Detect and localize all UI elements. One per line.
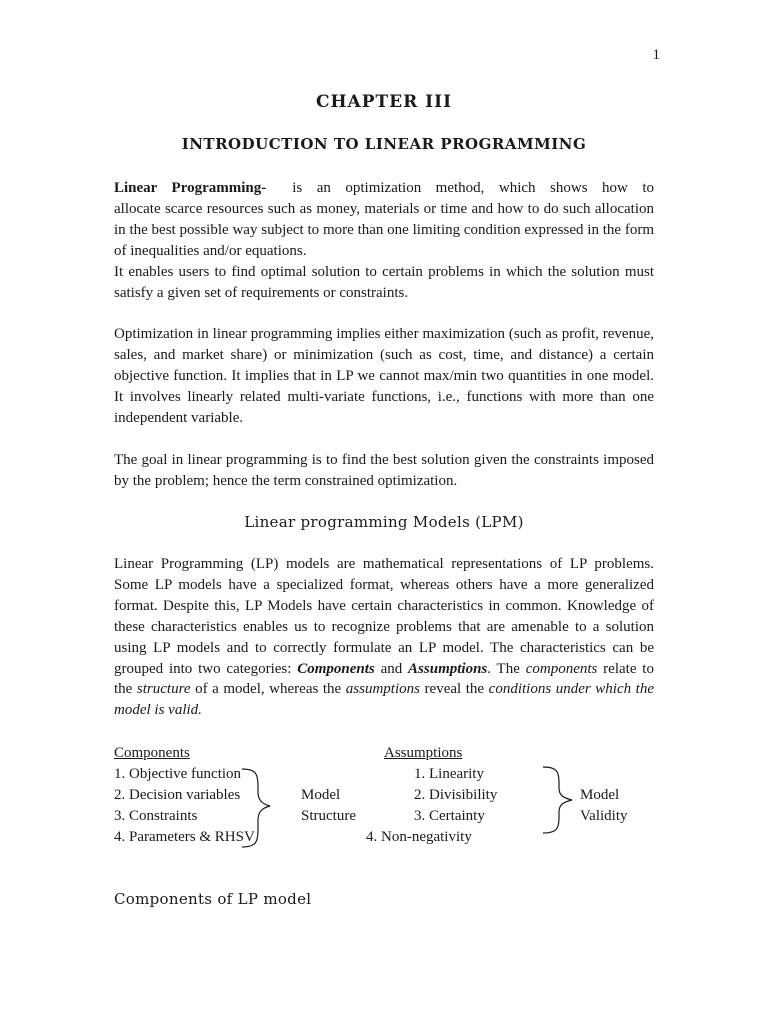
lp-definition-rest: allocate scarce resources such as money, materials or time and how to do such allocation in the best possible way subject to more than one limiting condition expressed in the form of inequalities and/or equations. — [114, 200, 654, 259]
lp-definition-line1: is an optimization method, which shows how to — [292, 180, 655, 196]
intro-paragraph — [114, 178, 654, 303]
lpm-text-and: and — [374, 660, 409, 677]
lpm-text-the: . The — [487, 660, 526, 677]
lpm-text-relate: relate to the — [114, 660, 654, 698]
components-heading: Components of LP model — [114, 890, 312, 908]
components-list — [114, 764, 255, 848]
assumptions-list — [366, 764, 498, 848]
assumption-item: 1. Linearity — [414, 766, 484, 782]
lpm-text-start: Linear Programming (LP) models are mathematical representations of LP problems. Some LP models have a specialized format, whereas others have a more generalized format. Despite this, LP Models have certain characteristics in common. Knowledge of these characteristics enables us to recognize problems that are amenable to a solution using LP models and to correctly formulate an LP model. The characteristics can be grouped into two categories: — [114, 556, 654, 677]
lp-second-sentence: It enables users to find optimal solution to certain problems in which the solution must satisfy a given set of requirements or constraints. — [114, 263, 654, 301]
components-term: Components — [297, 660, 375, 677]
lpm-paragraph — [114, 554, 654, 721]
lpm-section-heading: Linear programming Models (LPM) — [244, 513, 524, 531]
model-structure-label-2: Structure — [301, 808, 356, 824]
components-header: Components — [114, 745, 190, 761]
chapter-subtitle: INTRODUCTION TO LINEAR PROGRAMMING — [181, 135, 587, 153]
component-item: 1. Objective function — [114, 766, 242, 782]
model-validity-label-2: Validity — [580, 808, 628, 824]
model-validity-label-1: Model — [580, 787, 620, 803]
chapter-title: CHAPTER III — [315, 92, 453, 112]
component-item: 3. Constraints — [114, 807, 198, 824]
lpm-text-whereas: of a model, whereas the — [190, 681, 346, 698]
component-item: 2. Decision variables — [114, 786, 241, 803]
assumptions-term: Assumptions — [408, 660, 488, 677]
assumptions-header: Assumptions — [384, 745, 463, 761]
goal-paragraph: The goal in linear programming is to find the best solution given the constraints imposed by the problem; hence the term constrained optimization. — [114, 452, 654, 489]
optimization-paragraph: Optimization in linear programming implies either maximization (such as profit, revenue, sales, and market share) or minimization (such as cost, time, and distance) a certain objective function. It implies that in LP we cannot max/min two quantities in one model. It involves linearly related multi-variate functions, i.e., functions with more than one independent variable. — [114, 326, 654, 426]
components-brace — [240, 766, 274, 850]
components-italic: components — [525, 660, 598, 677]
page-number: 1 — [652, 47, 660, 63]
component-item: 4. Parameters & RHSV — [114, 828, 255, 845]
structure-italic: structure — [136, 681, 191, 698]
model-structure-label-1: Model — [301, 787, 341, 803]
assumptions-italic: assumptions — [345, 681, 420, 698]
lpm-text-reveal: reveal the — [419, 681, 489, 698]
assumptions-brace — [540, 764, 578, 836]
conditions-italic: conditions under which the model is valid. — [114, 681, 655, 719]
assumption-item: 4. Non-negativity — [366, 828, 472, 845]
assumption-item: 2. Divisibility — [414, 786, 498, 803]
lp-term: Linear Programming- — [114, 180, 267, 196]
assumption-item: 3. Certainty — [414, 807, 485, 824]
